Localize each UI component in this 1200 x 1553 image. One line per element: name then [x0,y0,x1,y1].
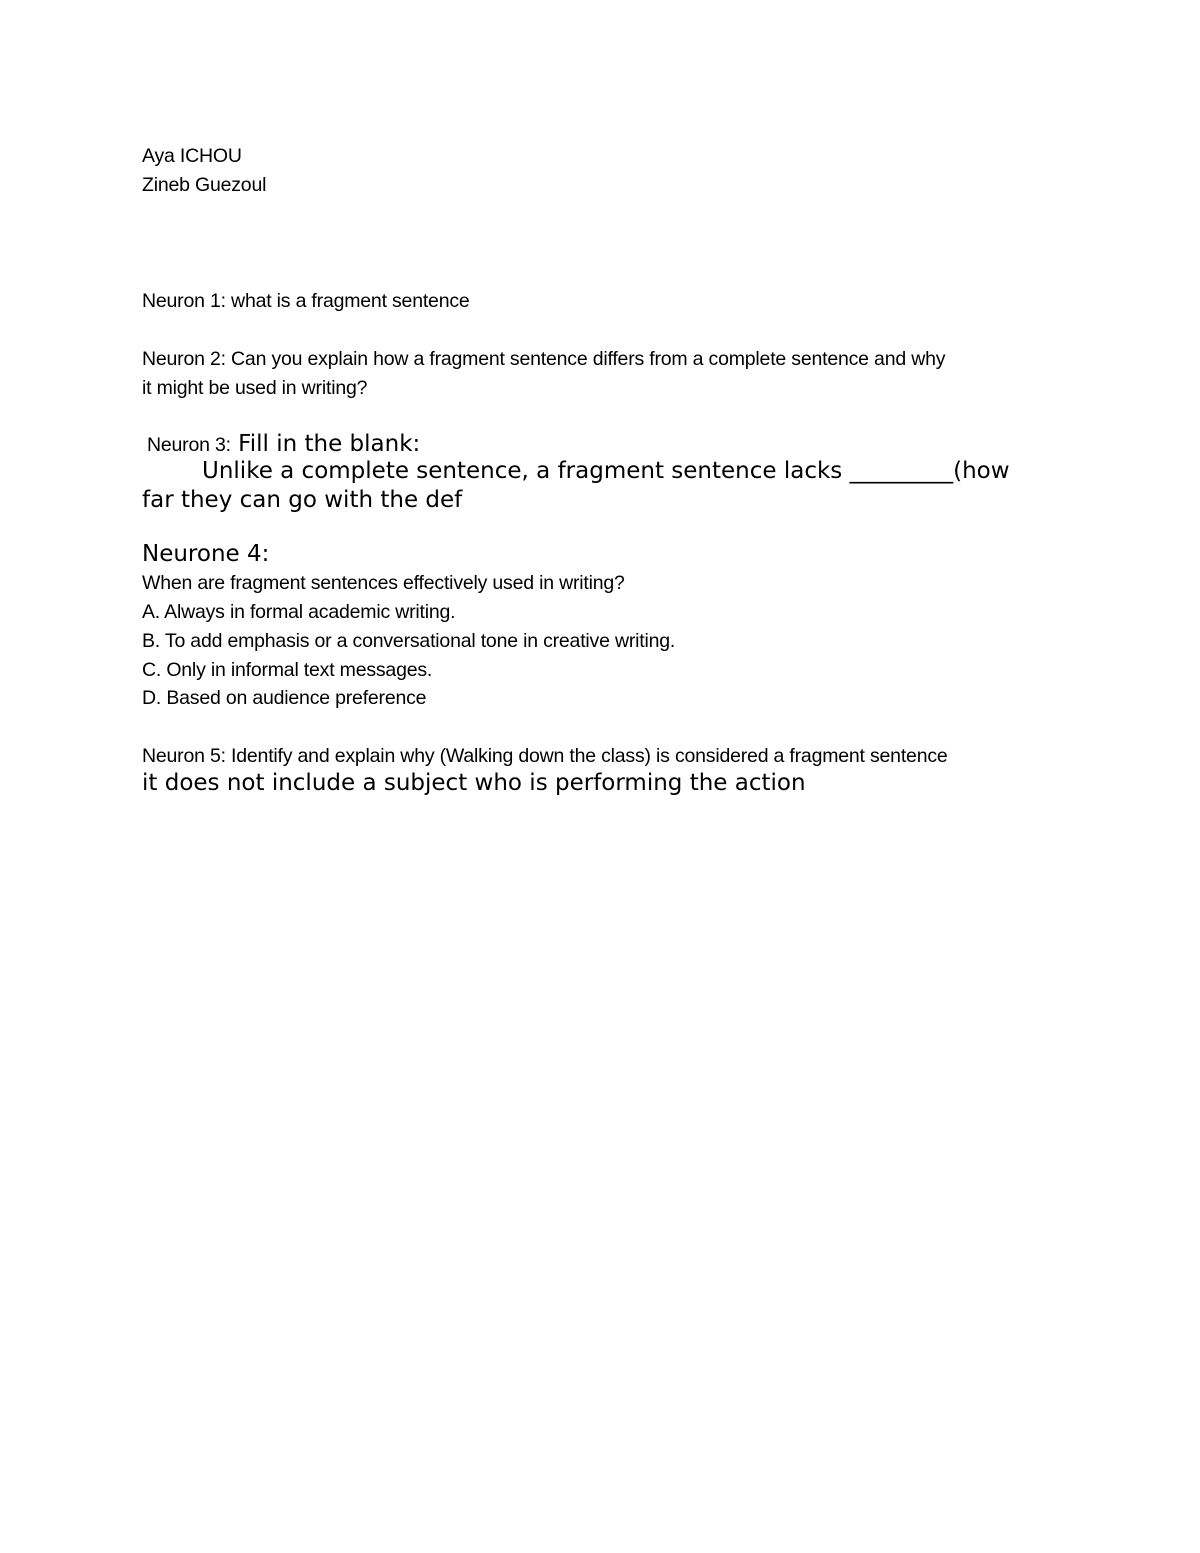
neuron-3-heading [147,430,420,458]
neuron-1-question [142,289,470,313]
neuron-5-question: Neuron 5: Identify and explain why (Walking down the class) is considered a fragment sentence [142,745,948,767]
author-name: Zineb Guezoul [142,174,267,196]
neuron-1-text: what is a fragment sentence [225,290,470,312]
neuron-3-title: Fill in the blank: [230,431,421,457]
neuron-1-label: Neuron 1: [142,290,226,312]
neuron-4-question: When are fragment sentences effectively used in writing? [142,572,625,594]
neuron-5-answer: it does not include a subject who is performing the action [142,770,806,796]
neuron-3-sentence-line: Unlike a complete sentence, a fragment sentence lacks _________(how [202,458,1010,484]
neuron-4-option: C. Only in informal text messages. [142,659,433,681]
neuron-4-option: D. Based on audience preference [142,687,427,709]
neuron-2-question-line: Neuron 2: Can you explain how a fragment sentence differs from a complete sentence and why [142,348,946,370]
author-name: Aya ICHOU [142,145,242,167]
neuron-3-label: Neuron 3: [147,434,231,456]
neuron-2-question-line: it might be used in writing? [142,377,368,399]
neuron-3-sentence-line: far they can go with the def [142,487,463,513]
neuron-4-title: Neurone 4: [142,541,270,567]
neuron-4-option: A. Always in formal academic writing. [142,601,456,623]
neuron-4-option: B. To add emphasis or a conversational tone in creative writing. [142,630,676,652]
